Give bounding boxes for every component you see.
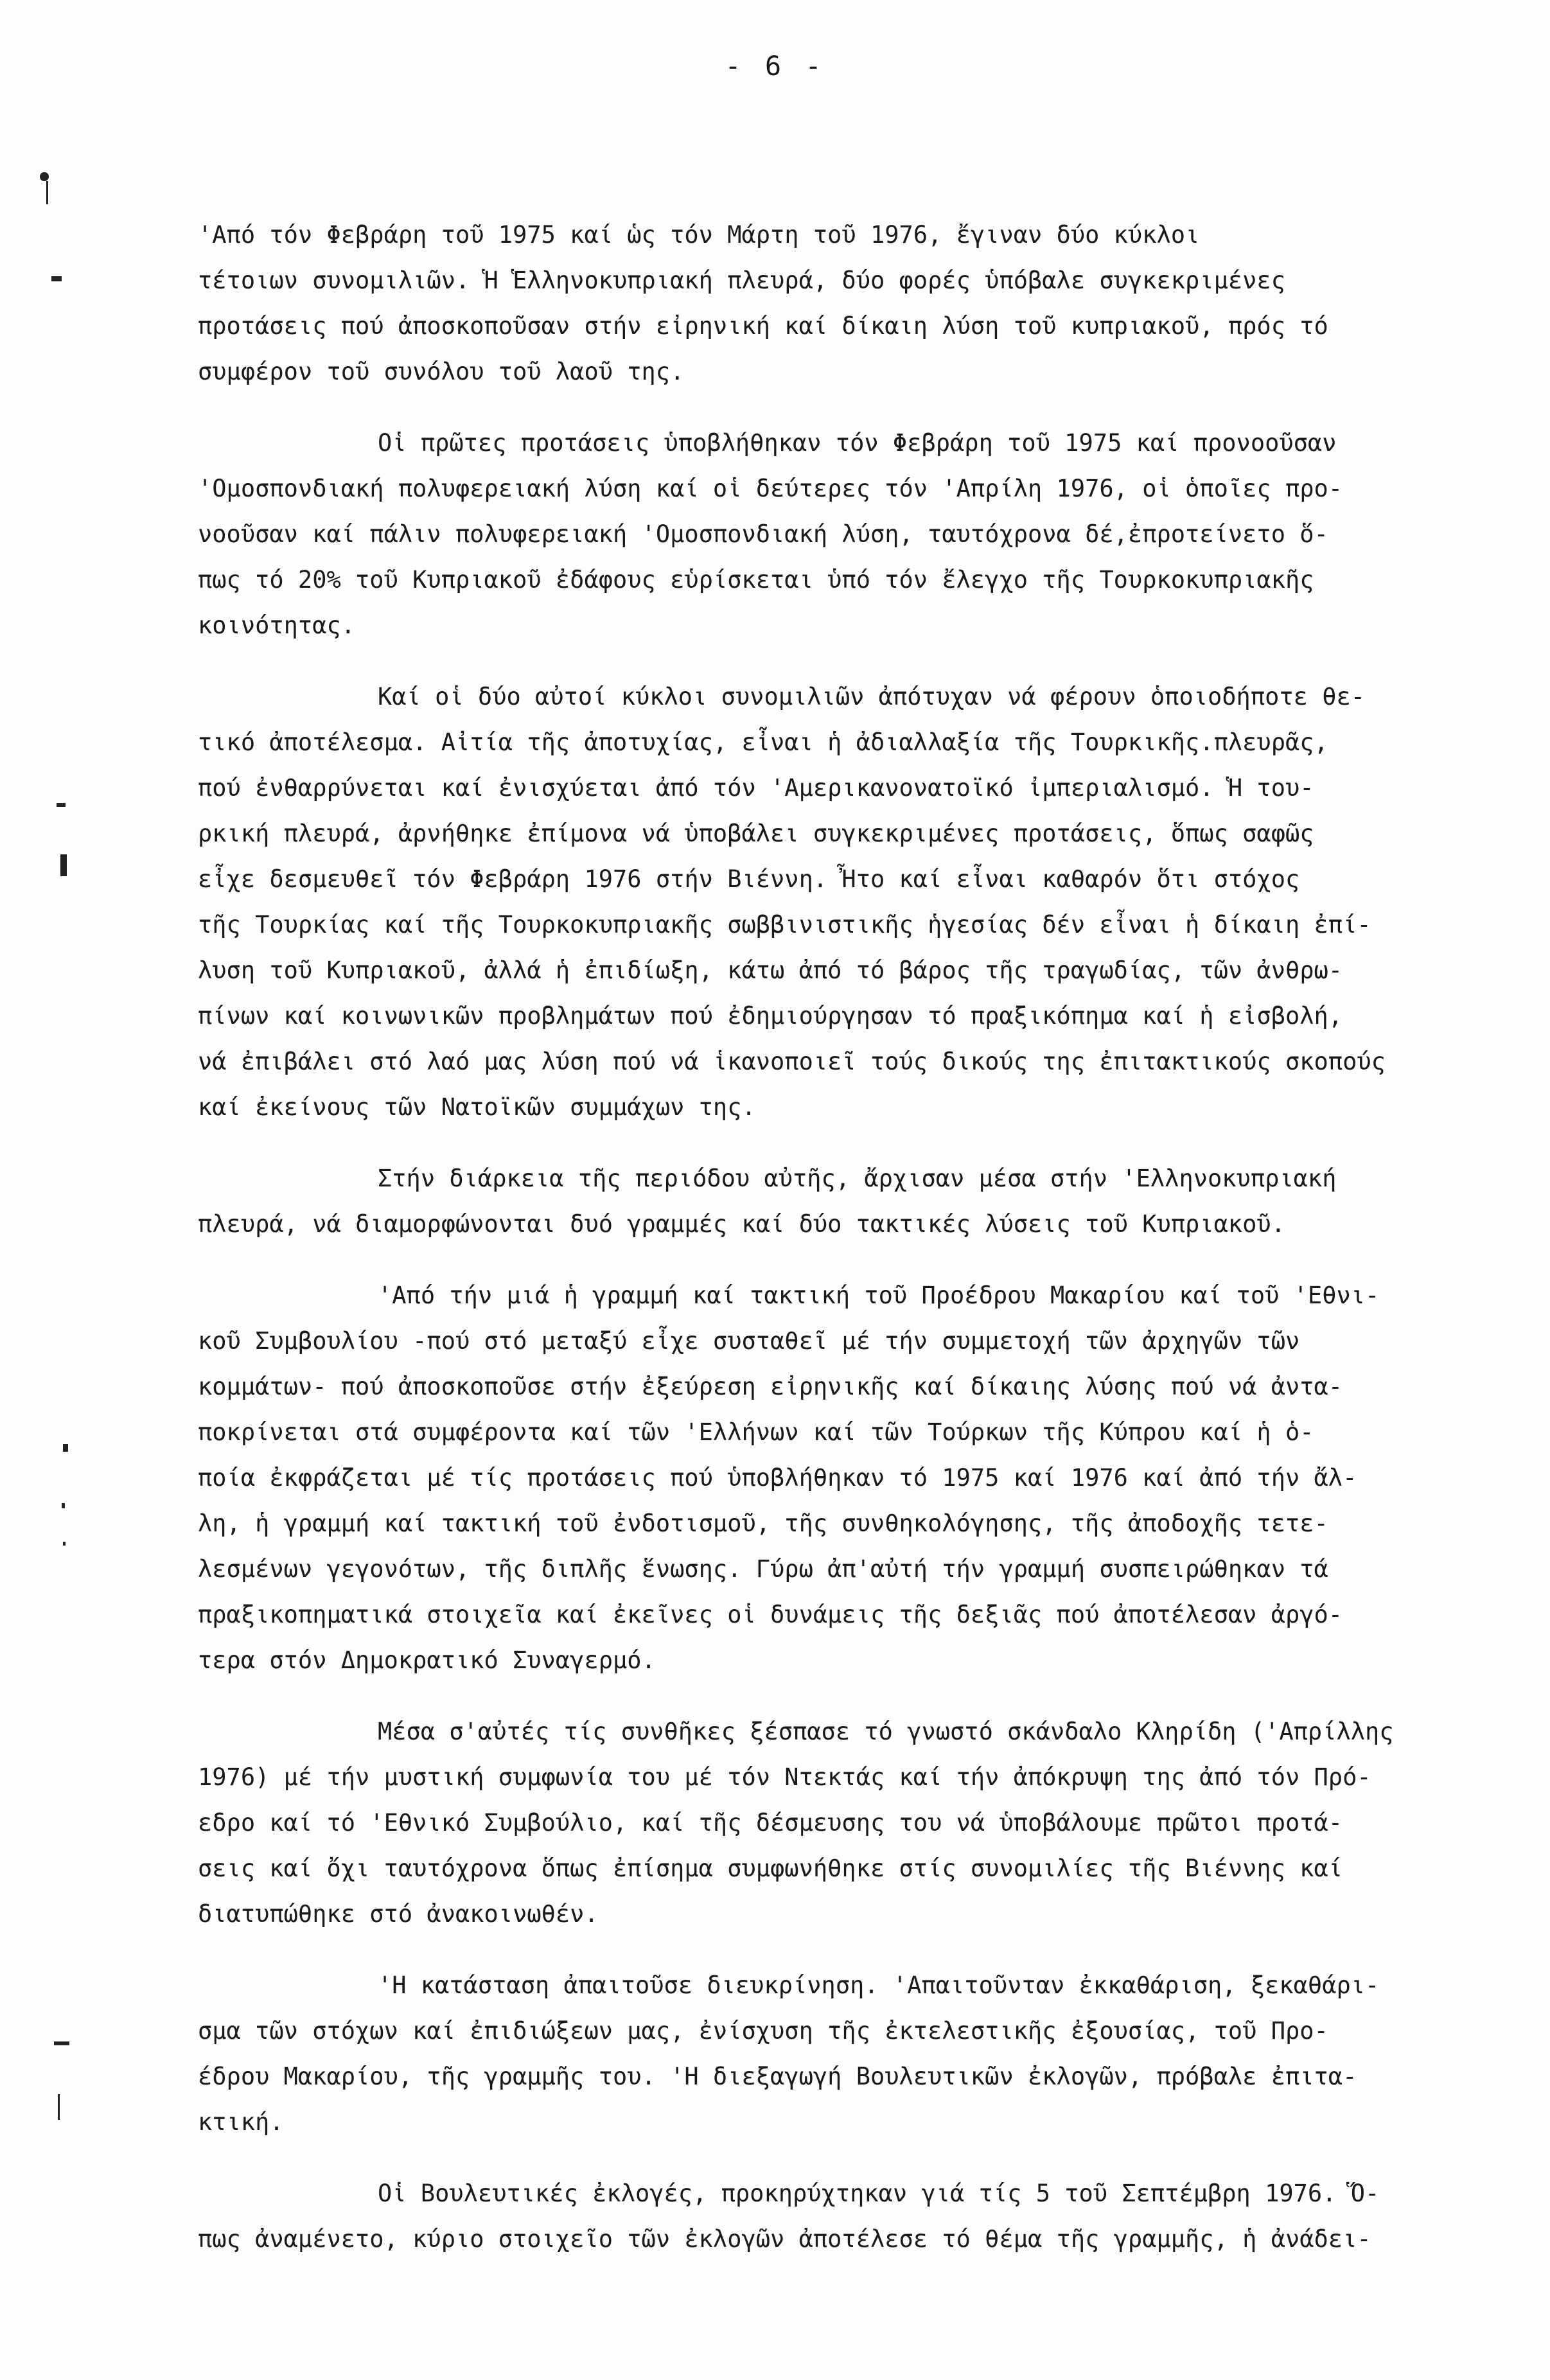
text-line: 'Η κατάσταση ἀπαιτοῦσε διευκρίνηση. 'Απαιτοῦνταν ἐκκαθάριση, ξεκαθάρι- <box>378 1971 1380 1999</box>
scan-mark <box>58 2094 60 2120</box>
text-line: έδρου Μακαρίου, τῆς γραμμῆς του. 'Η διεξαγωγή Βουλευτικῶν ἐκλογῶν, πρόβαλε ἐπιτα- <box>198 2063 1357 2090</box>
text-line: προτάσεις πού ἀποσκοποῦσαν στήν εἰρηνική καί δίκαιη λύση τοῦ κυπριακοῦ, πρός τό <box>198 312 1328 340</box>
text-line: κτική. <box>198 2108 284 2136</box>
scan-mark <box>54 2041 69 2045</box>
paragraph <box>198 212 1528 394</box>
scan-mark <box>62 1503 65 1508</box>
text-line: πως ἀναμένετο, κύριο στοιχεῖο τῶν ἐκλογῶν ἀποτέλεσε τό θέμα τῆς γραμμῆς, ἡ ἀνάδει- <box>198 2225 1371 2253</box>
text-line: Οἱ πρῶτες προτάσεις ὑποβλήθηκαν τόν Φεβράρη τοῦ 1975 καί προνοοῦσαν <box>378 429 1337 457</box>
text-line: κοῦ Συμβουλίου -πού στό μεταξύ εἶχε συσταθεῖ μέ τήν συμμετοχή τῶν ἀρχηγῶν τῶν <box>198 1327 1300 1355</box>
text-line: διατυπώθηκε στό ἀνακοινωθέν. <box>198 1900 599 1928</box>
text-line: Μέσα σ'αὐτές τίς συνθῆκες ξέσπασε τό γνωστό σκάνδαλο Κληρίδη ('Απρίλλης <box>378 1718 1394 1745</box>
paragraph <box>198 1962 1528 2145</box>
paragraph <box>198 2171 1528 2262</box>
text-line: πραξικοπηματικά στοιχεῖα καί ἐκεῖνες οἱ δυνάμεις τῆς δεξιᾶς πού ἀποτέλεσαν ἀργό- <box>198 1601 1343 1628</box>
paragraph <box>198 1709 1528 1937</box>
text-line: τέτοιων συνομιλιῶν. Ἡ Ἑλληνοκυπριακή πλευρά, δύο φορές ὑπόβαλε συγκεκριμένες <box>198 267 1285 294</box>
text-line: τῆς Τουρκίας καί τῆς Τουρκοκυπριακῆς σωββινιστικῆς ἡγεσίας δέν εἶναι ἡ δίκαιη ἐπί- <box>198 911 1371 939</box>
text-line: 1976) μέ τήν μυστική συμφωνία του μέ τόν Ντεκτάς καί τήν ἀπόκρυψη της ἀπό τόν Πρό- <box>198 1763 1371 1791</box>
text-line: πού ἐνθαρρύνεται καί ἐνισχύεται ἀπό τόν 'Αμερικανονατοϊκό ἰμπεριαλισμό. Ἡ του- <box>198 774 1314 802</box>
text-line: νά ἐπιβάλει στό λαό μας λύση πού νά ἱκανοποιεῖ τούς δικούς της ἐπιτακτικούς σκοπούς <box>198 1048 1386 1075</box>
text-line: πλευρά, νά διαμορφώνονται δυό γραμμές καί δύο τακτικές λύσεις τοῦ Κυπριακοῦ. <box>198 1210 1285 1238</box>
text-line: σεις καί ὄχι ταυτόχρονα ὅπως ἐπίσημα συμφωνήθηκε στίς συνομιλίες τῆς Βιέννης καί <box>198 1855 1343 1882</box>
text-line: τερα στόν Δημοκρατικό Συναγερμό. <box>198 1646 656 1674</box>
text-line: πως τό 20% τοῦ Κυπριακοῦ ἐδάφους εὑρίσκεται ὑπό τόν ἔλεγχο τῆς Τουρκοκυπριακῆς <box>198 566 1314 594</box>
text-line: εἶχε δεσμευθεῖ τόν Φεβράρη 1976 στήν Βιέννη. Ἦτο καί εἶναι καθαρόν ὅτι στόχος <box>198 865 1300 893</box>
text-line: 'Από τήν μιά ἡ γραμμή καί τακτική τοῦ Προέδρου Μακαρίου καί τοῦ 'Εθνι- <box>378 1282 1380 1309</box>
paragraph <box>198 1273 1528 1683</box>
text-line: λεσμένων γεγονότων, τῆς διπλῆς ἕνωσης. Γύρω ἀπ'αὐτή τήν γραμμή συσπειρώθηκαν τά <box>198 1555 1328 1583</box>
text-line: 'Ομοσπονδιακή πολυφερειακή λύση καί οἱ δεύτερες τόν 'Απρίλη 1976, οἱ ὁποῖες προ- <box>198 475 1343 502</box>
text-line: ποκρίνεται στά συμφέροντα καί τῶν 'Ελλήνων καί τῶν Τούρκων τῆς Κύπρου καί ἡ ὁ- <box>198 1418 1314 1446</box>
text-line: λη, ἡ γραμμή καί τακτική τοῦ ἐνδοτισμοῦ, τῆς συνθηκολόγησης, τῆς ἀποδοχῆς τετε- <box>198 1510 1328 1537</box>
paragraph <box>198 674 1528 1130</box>
scan-mark <box>40 172 49 181</box>
text-line: νοοῦσαν καί πάλιν πολυφερειακή 'Ομοσπονδιακή λύση, ταυτόχρονα δέ,ἐπροτείνετο ὅ- <box>198 520 1328 548</box>
text-line: 'Από τόν Φεβράρη τοῦ 1975 καί ὡς τόν Μάρτη τοῦ 1976, ἔγιναν δύο κύκλοι <box>198 221 1200 249</box>
text-line: ρκική πλευρά, ἀρνήθηκε ἐπίμονα νά ὑποβάλει συγκεκριμένες προτάσεις, ὅπως σαφῶς <box>198 820 1314 847</box>
text-line: τικό ἀποτέλεσμα. Αἰτία τῆς ἀποτυχίας, εἶναι ἡ ἀδιαλλαξία τῆς Τουρκικῆς.πλευρᾶς, <box>198 728 1328 756</box>
scan-mark <box>60 854 67 876</box>
scan-mark <box>63 1542 66 1546</box>
text-line: σμα τῶν στόχων καί ἐπιδιώξεων μας, ἐνίσχυση τῆς ἐκτελεστικῆς ἐξουσίας, τοῦ Προ- <box>198 2017 1328 2045</box>
scan-mark <box>63 1444 68 1452</box>
paragraph <box>198 1156 1528 1247</box>
page-number: - 6 - <box>725 50 825 82</box>
paragraph <box>198 420 1528 648</box>
text-line: κομμάτων- πού ἀποσκοποῦσε στήν ἐξεύρεση εἰρηνικῆς καί δίκαιης λύσης πού νά ἀντα- <box>198 1373 1343 1400</box>
scan-mark <box>57 803 66 807</box>
text-line: Οἱ Βουλευτικές ἐκλογές, προκηρύχτηκαν γιά τίς 5 τοῦ Σεπτέμβρη 1976. Ὅ- <box>378 2180 1380 2207</box>
text-line: εδρο καί τό 'Εθνικό Συμβούλιο, καί τῆς δέσμευσης του νά ὑποβάλουμε πρῶτοι προτά- <box>198 1809 1343 1837</box>
text-line: ποία ἐκφράζεται μέ τίς προτάσεις πού ὑποβλήθηκαν τό 1975 καί 1976 καί ἀπό τήν ἄλ- <box>198 1464 1357 1492</box>
text-line: λυση τοῦ Κυπριακοῦ, ἀλλά ἡ ἐπιδίωξη, κάτω ἀπό τό βάρος τῆς τραγωδίας, τῶν ἀνθρω- <box>198 956 1343 984</box>
scan-mark <box>46 181 48 204</box>
text-line: καί ἐκείνους τῶν Νατοϊκῶν συμμάχων της. <box>198 1093 756 1121</box>
text-line: Καί οἱ δύο αὐτοί κύκλοι συνομιλιῶν ἀπότυχαν νά φέρουν ὁποιοδήποτε θε- <box>378 683 1366 710</box>
scan-mark <box>51 276 62 281</box>
document-body <box>198 212 1528 2287</box>
text-line: Στήν διάρκεια τῆς περιόδου αὐτῆς, ἄρχισαν μέσα στήν 'Ελληνοκυπριακή <box>378 1165 1337 1192</box>
text-line: συμφέρον τοῦ συνόλου τοῦ λαοῦ της. <box>198 358 685 385</box>
text-line: πίνων καί κοινωνικῶν προβλημάτων πού ἐδημιούργησαν τό πραξικόπημα καί ἡ εἰσβολή, <box>198 1002 1343 1030</box>
text-line: κοινότητας. <box>198 612 356 639</box>
